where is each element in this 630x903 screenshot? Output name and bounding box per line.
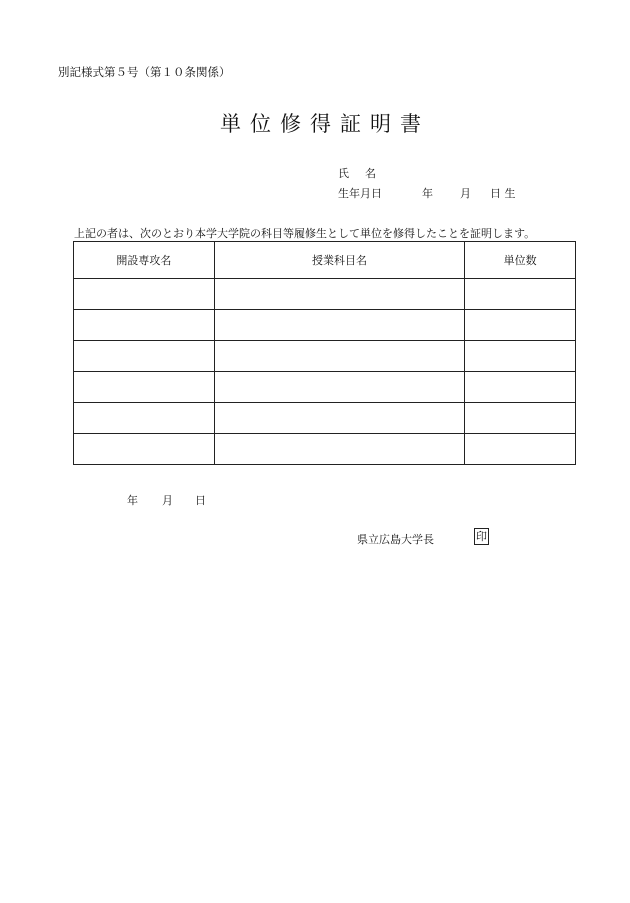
cell-course <box>214 434 464 465</box>
cell-course <box>214 403 464 434</box>
document-title: 単位修得証明書 <box>220 112 430 136</box>
issue-month-label: 月 <box>162 494 173 507</box>
table-row <box>74 372 576 403</box>
issue-date-line <box>127 492 206 508</box>
table-row <box>74 403 576 434</box>
issue-year-label: 年 <box>127 494 138 507</box>
birth-date-line <box>338 185 516 201</box>
header-major: 開設専攻名 <box>74 242 215 279</box>
birth-month-label: 月 <box>460 187 471 200</box>
certification-statement: 上記の者は、次のとおり本学大学院の科目等履修生として単位を修得したことを証明します。 <box>74 227 536 240</box>
table-row <box>74 434 576 465</box>
cell-credits <box>465 279 576 310</box>
issue-day-label: 日 <box>195 494 206 507</box>
cell-credits <box>465 403 576 434</box>
table-row <box>74 341 576 372</box>
issuer-name: 県立広島大学長 <box>357 533 434 546</box>
birth-date-label: 生年月日 <box>338 187 382 200</box>
table-header-row <box>74 242 576 279</box>
cell-course <box>214 372 464 403</box>
cell-major <box>74 434 215 465</box>
form-number: 別記様式第５号（第１０条関係） <box>58 65 231 79</box>
table-row <box>74 310 576 341</box>
credits-table <box>73 241 576 465</box>
cell-credits <box>465 434 576 465</box>
header-credits: 単位数 <box>465 242 576 279</box>
cell-major <box>74 310 215 341</box>
cell-course <box>214 279 464 310</box>
cell-major <box>74 372 215 403</box>
official-seal: 印 <box>476 530 487 543</box>
birth-day-label: 日 生 <box>490 187 516 200</box>
header-course: 授業科目名 <box>214 242 464 279</box>
cell-major <box>74 403 215 434</box>
table-row <box>74 279 576 310</box>
name-label: 氏名 <box>338 167 392 180</box>
cell-credits <box>465 341 576 372</box>
cell-course <box>214 341 464 372</box>
birth-year-label: 年 <box>422 187 433 200</box>
cell-credits <box>465 310 576 341</box>
cell-major <box>74 279 215 310</box>
cell-credits <box>465 372 576 403</box>
cell-course <box>214 310 464 341</box>
cell-major <box>74 341 215 372</box>
